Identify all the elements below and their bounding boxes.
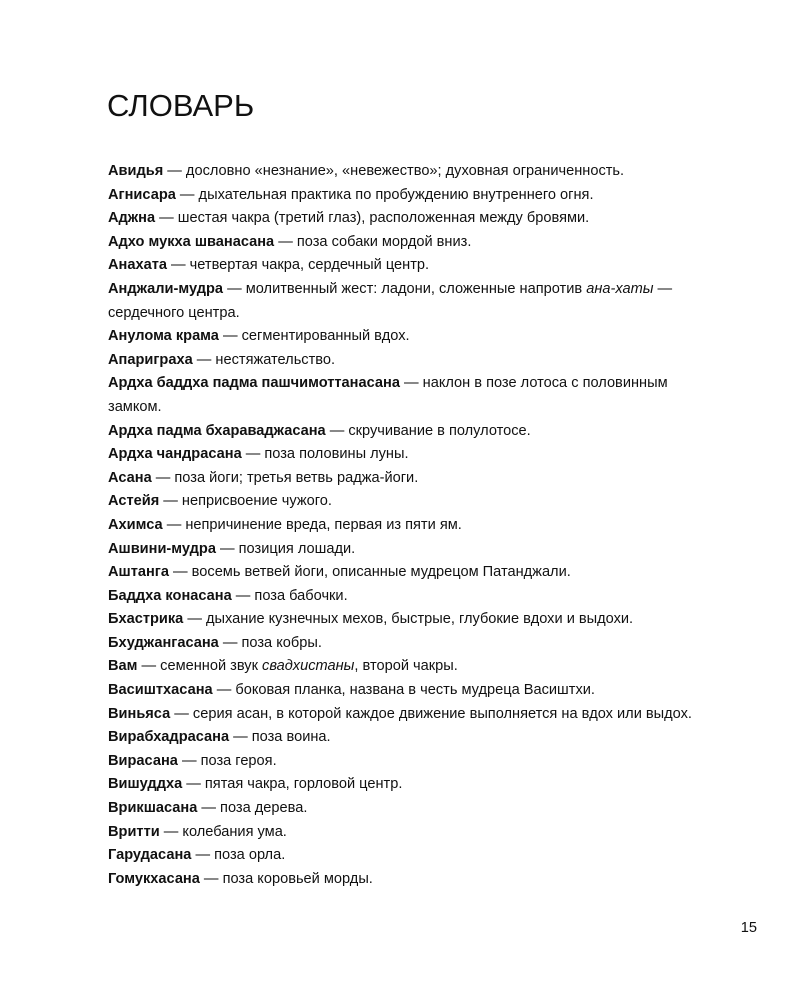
glossary-term: Агнисара (108, 186, 176, 203)
glossary-definition: — семенной звук (137, 658, 263, 675)
glossary-term: Ахимса (108, 516, 163, 533)
glossary-entry (108, 490, 700, 514)
glossary-term: Аджна (108, 210, 156, 227)
glossary-entry (108, 538, 700, 562)
glossary-definition: — непричинение вреда, первая из пяти ям. (162, 516, 462, 533)
glossary-definition: — поза коровьей морды. (199, 870, 373, 887)
glossary-term: Анахата (108, 257, 167, 274)
glossary-entry (108, 679, 700, 703)
glossary-term: Адхо мукха шванасана (108, 233, 275, 250)
glossary-definition: — дыхание кузнечных мехов, быстрые, глубокие вдохи и выдохи. (183, 611, 634, 628)
glossary-entry (108, 821, 700, 845)
glossary-definition: — колебания ума. (159, 823, 287, 840)
glossary-definition: — нестяжательство. (192, 351, 336, 368)
glossary-definition-italic: ана-хаты (586, 280, 654, 297)
glossary-term: Бхуджангасана (108, 634, 219, 651)
glossary-definition: — наклон в позе лотоса с половинным замком. (108, 375, 668, 415)
glossary-term: Васиштхасана (108, 682, 213, 699)
glossary-term: Вирасана (108, 752, 178, 769)
glossary-entry (108, 655, 700, 679)
glossary-entry (108, 160, 700, 184)
glossary-term: Апариграха (108, 351, 193, 368)
glossary-definition: — поза дерева. (197, 800, 308, 817)
glossary-definition: — поза героя. (177, 752, 277, 769)
glossary-definition: — молитвенный жест: ладони, сложенные напротив (223, 280, 587, 297)
glossary-definition: — поза йоги; третья ветвь раджа-йоги. (151, 469, 419, 486)
page-title: СЛОВАРЬ (107, 88, 255, 123)
glossary-entry (108, 349, 700, 373)
glossary-term: Анджали-мудра (108, 280, 224, 297)
glossary-entry (108, 443, 700, 467)
glossary-definition: — пятая чакра, горловой центр. (182, 776, 403, 793)
glossary-entry (108, 632, 700, 656)
glossary-list (108, 160, 700, 891)
glossary-entry (108, 561, 700, 585)
glossary-term: Авидья (108, 163, 164, 179)
glossary-entry (108, 585, 700, 609)
glossary-entry (108, 703, 700, 727)
glossary-definition: — неприсвоение чужого. (159, 493, 332, 510)
glossary-term: Астейя (108, 493, 160, 510)
glossary-term: Ардха падма бхараваджасана (108, 422, 326, 439)
glossary-term: Вишуддха (108, 776, 183, 793)
glossary-term: Вам (108, 658, 138, 675)
glossary-definition-tail: , второй чакры. (354, 658, 458, 675)
glossary-entry (108, 608, 700, 632)
glossary-term: Вритти (108, 823, 160, 840)
glossary-definition: — поза воина. (229, 729, 331, 746)
glossary-term: Асана (108, 469, 152, 486)
glossary-definition: — шестая чакра (третий глаз), расположенная между бровями. (155, 210, 590, 227)
glossary-definition: — сегментированный вдох. (218, 328, 410, 345)
glossary-term: Гарудасана (108, 847, 192, 864)
glossary-entry (108, 467, 700, 491)
glossary-entry (108, 868, 700, 892)
glossary-definition: — поза бабочки. (231, 587, 348, 604)
glossary-entry (108, 514, 700, 538)
glossary-term: Ашвини-мудра (108, 540, 216, 557)
glossary-entry (108, 726, 700, 750)
glossary-entry (108, 372, 700, 419)
glossary-definition: — боковая планка, названа в честь мудреца Васиштхи. (212, 682, 595, 699)
glossary-term: Бхастрика (108, 611, 184, 628)
glossary-definition: — восемь ветвей йоги, описанные мудрецом Патанджали. (168, 564, 571, 581)
glossary-entry (108, 750, 700, 774)
page-number: 15 (740, 920, 757, 936)
glossary-entry (108, 278, 700, 325)
glossary-definition-tail: — сердечного центра. (108, 280, 673, 321)
glossary-definition: — позиция лошади. (215, 540, 356, 557)
glossary-term: Ардха баддха падма пашчимоттанасана (108, 375, 400, 392)
glossary-term: Ардха чандрасана (108, 446, 242, 463)
glossary-entry (108, 844, 700, 868)
glossary-entry (108, 773, 700, 797)
glossary-entry (108, 184, 700, 208)
glossary-term: Врикшасана (108, 800, 198, 817)
glossary-entry (108, 325, 700, 349)
glossary-definition: — поза орла. (191, 847, 286, 864)
glossary-entry (108, 797, 700, 821)
glossary-term: Баддха конасана (108, 587, 232, 604)
glossary-entry (108, 207, 700, 231)
glossary-definition: — поза половины луны. (241, 446, 409, 463)
glossary-definition: — четвертая чакра, сердечный центр. (166, 257, 430, 274)
glossary-definition: — поза кобры. (218, 634, 322, 651)
glossary-term: Аштанга (108, 564, 169, 581)
glossary-entry (108, 420, 700, 444)
glossary-definition: — дословно «незнание», «невежество»; духовная ограниченность. (163, 163, 625, 179)
glossary-term: Виньяса (108, 705, 171, 722)
glossary-definition: — дыхательная практика по пробуждению внутреннего огня. (175, 186, 594, 203)
glossary-term: Анулома крама (108, 328, 219, 345)
glossary-term: Вирабхадрасана (108, 729, 230, 746)
glossary-term: Гомукхасана (108, 870, 200, 887)
glossary-definition: — серия асан, в которой каждое движение выполняется на вдох или выдох. (170, 705, 692, 722)
glossary-definition: — поза собаки мордой вниз. (274, 233, 472, 250)
glossary-entry (108, 254, 700, 278)
glossary-definition: — скручивание в полулотосе. (325, 422, 531, 439)
glossary-definition-italic: свадхистаны (262, 658, 355, 675)
glossary-entry (108, 231, 700, 255)
